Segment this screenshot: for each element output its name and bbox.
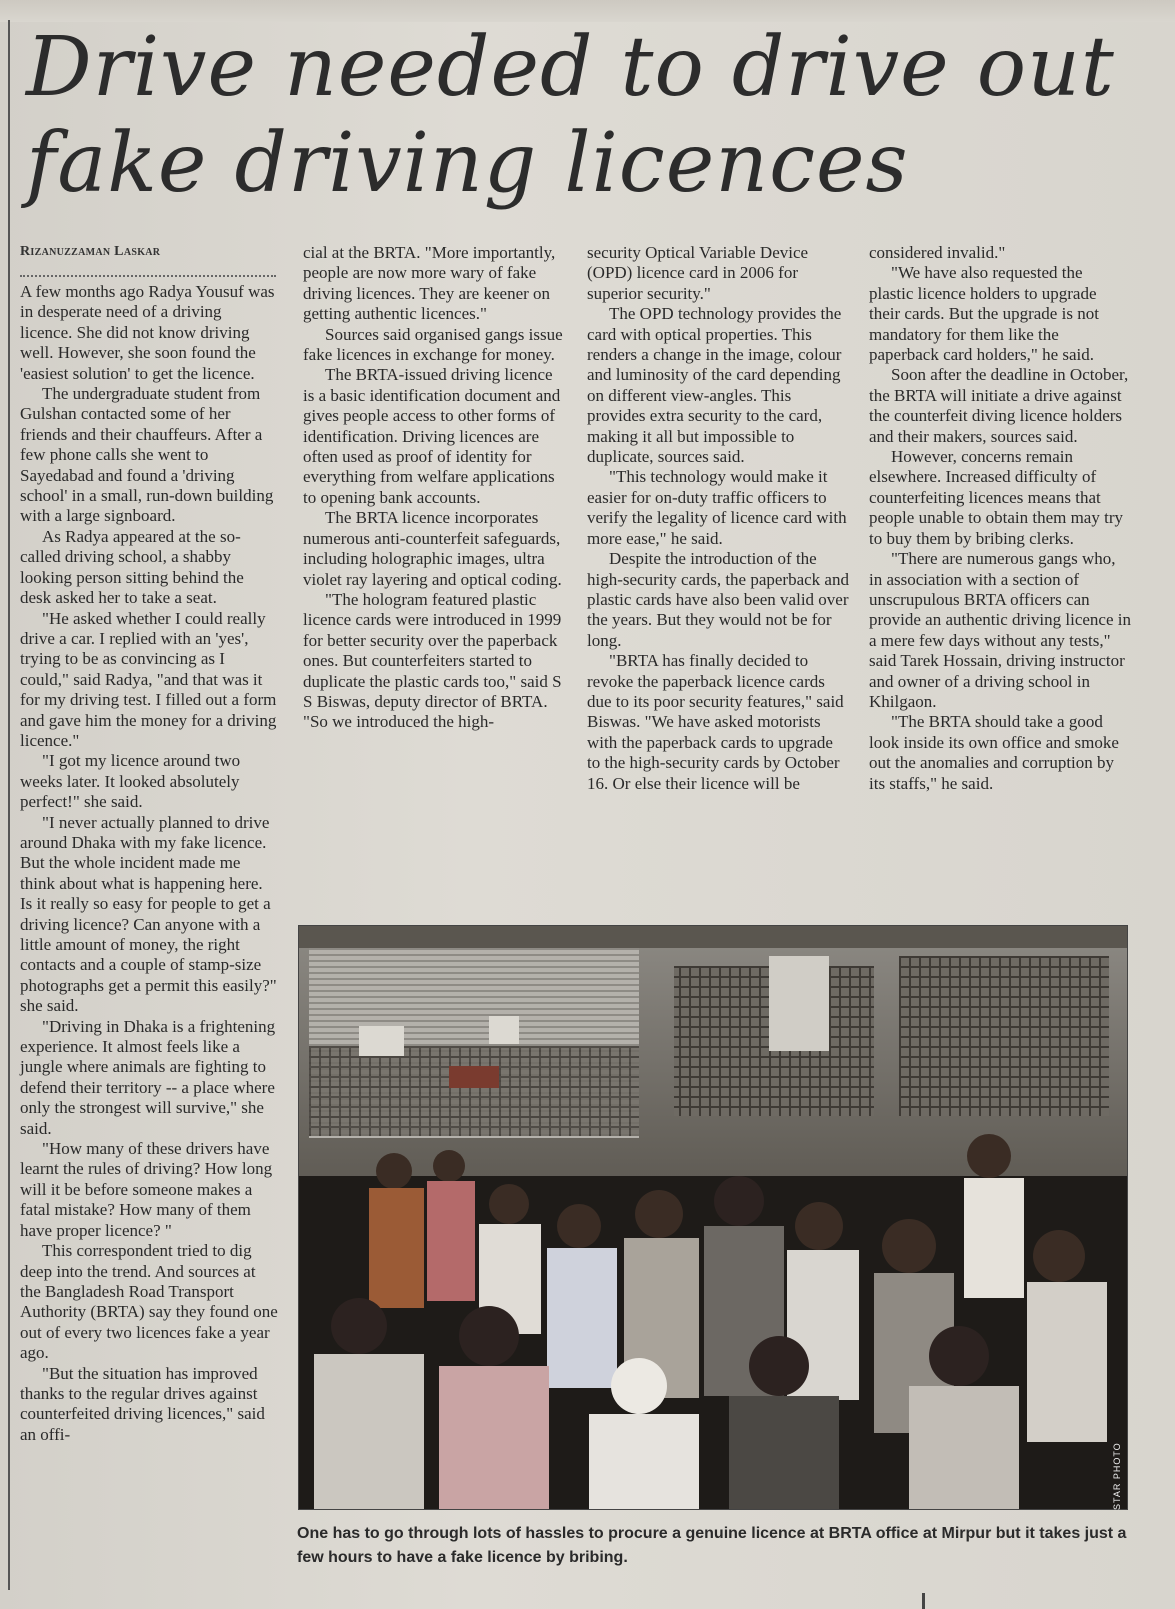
article-paragraph: security Optical Variable Device (OPD) licence card in 2006 for superior security.": [587, 243, 809, 303]
fold-mark: [922, 1593, 925, 1609]
article-paragraph: Soon after the deadline in October, the BRTA will initiate a drive against the counterfeit diving licence holders and their makers, sources said.: [869, 365, 1129, 446]
article-paragraph: "The hologram featured plastic licence cards were introduced in 1999 for better security over the paperback ones. But counterfeiters started to duplicate the plastic cards too," said S S Biswas, deputy director of BRTA. "So we introduced the high-: [303, 589, 562, 732]
article-paragraph: "The BRTA should take a good look inside its own office and smoke out the anomalies and corruption by its staffs," he said.: [869, 712, 1119, 793]
byline-divider: [20, 275, 276, 277]
article-paragraph: considered invalid.": [869, 243, 1006, 262]
article-paragraph: However, concerns remain elsewhere. Increased difficulty of counterfeiting licences means that people unable to obtain them may try to buy them by bribing clerks.: [869, 447, 1123, 548]
photo-credit: STAR PHOTO: [1112, 1442, 1122, 1510]
article-paragraph: As Radya appeared at the so-called driving school, a shabby looking person sitting behind the desk asked her to take a seat.: [20, 526, 244, 608]
article-paragraph: "I never actually planned to drive around Dhaka with my fake licence. But the whole incident made me think about what is happening here. Is it really so easy for people to get a driving licence? Can anyone with a little amount of money, the right contacts and a couple of stamp-size photographs get a permit this easily?" she said.: [20, 812, 277, 1016]
article-paragraph: A few months ago Radya Yousuf was in desperate need of a driving licence. She did not know driving well. However, she soon found the 'easiest solution' to get the licence.: [20, 282, 275, 383]
article-paragraph: "We have also requested the plastic licence holders to upgrade their cards. But the upgrade is not mandatory for them like the paperback card holders," he said.: [869, 263, 1099, 365]
article-paragraph: "He asked whether I could really drive a car. I replied with an 'yes', trying to be as convincing as I could," said Radya, "and that was it for my driving test. I filled out a form and gave him the money for a driving licence.": [20, 608, 277, 750]
article-column-4: [869, 243, 1131, 794]
article-paragraph: "This technology would make it easier for on-duty traffic officers to verify the legality of licence card with more ease," he said.: [587, 467, 847, 548]
article-paragraph: "How many of these drivers have learnt the rules of driving? How long will it be before someone makes a fatal mistake? How many of them have proper licence? ": [20, 1139, 273, 1240]
article-column-2: [303, 243, 567, 733]
byline: Rizanuzzaman Laskar: [20, 244, 161, 259]
article-column-3: [587, 243, 849, 794]
crowd-photo-illustration: [299, 926, 1128, 1510]
article-column-1: [20, 282, 278, 1445]
headline: [26, 20, 1156, 212]
article-paragraph: "But the situation has improved thanks to the regular drives against counterfeited driving licences," said an offi-: [20, 1363, 265, 1444]
article-paragraph: The BRTA licence incorporates numerous anti-counterfeit safeguards, including holographic images, ultra violet ray layering and optical coding.: [303, 508, 562, 589]
article-paragraph: The BRTA-issued driving licence is a basic identification document and gives people access to other forms of identification. Driving licences are often used as proof of identity for everything from welfare applications to opening bank accounts.: [303, 365, 561, 507]
article-paragraph: Despite the introduction of the high-security cards, the paperback and plastic cards have also been valid over the years. But they would not be for long.: [587, 549, 849, 650]
column-rule: [8, 20, 10, 1590]
headline-line-2: fake driving licences: [26, 116, 909, 211]
article-paragraph: "BRTA has finally decided to revoke the paperback licence cards due to its poor security features," said Biswas. "We have asked motorists with the paperback cards to upgrade to the high-security cards by October 16. Or else their licence will be: [587, 651, 844, 793]
article-paragraph: "There are numerous gangs who, in association with a section of unscrupulous BRTA officers can provide an authentic driving licence in a mere few days without any tests," said Tarek Hossain, driving instructor and owner of a driving school in Khilgaon.: [869, 549, 1131, 711]
previous-article-bleed: [0, 0, 1175, 22]
article-paragraph: Sources said organised gangs issue fake licences in exchange for money.: [303, 324, 563, 365]
article-paragraph: The OPD technology provides the card with optical properties. This renders a change in the image, colour and luminosity of the card depending on different view-angles. This provides extra security to the card, making it all but impossible to duplicate, sources said.: [587, 304, 842, 467]
article-paragraph: cial at the BRTA. "More importantly, people are now more wary of fake driving licences. They are keener on getting authentic licences.": [303, 243, 556, 324]
article-paragraph: This correspondent tried to dig deep into the trend. And sources at the Bangladesh Road Transport Authority (BRTA) say they found one out of every two licences fake a year ago.: [20, 1241, 278, 1363]
news-photo: [298, 925, 1128, 1510]
photo-caption: One has to go through lots of hassles to procure a genuine licence at BRTA office at Mirpur but it takes just a few hours to have a fake licence by bribing.: [297, 1525, 1127, 1566]
article-paragraph: "I got my licence around two weeks later. It looked absolutely perfect!" she said.: [20, 751, 241, 812]
article-paragraph: "Driving in Dhaka is a frightening experience. It almost feels like a jungle where animals are fighting to defend their territory -- a place where only the strongest will survive," she said.: [20, 1016, 276, 1138]
headline-line-1: Drive needed to drive out: [26, 20, 1115, 115]
article-paragraph: The undergraduate student from Gulshan contacted some of her friends and their chauffeurs. After a few phone calls she went to Sayedabad and found a 'driving school' in a small, run-down building with a large signboard.: [20, 384, 274, 526]
